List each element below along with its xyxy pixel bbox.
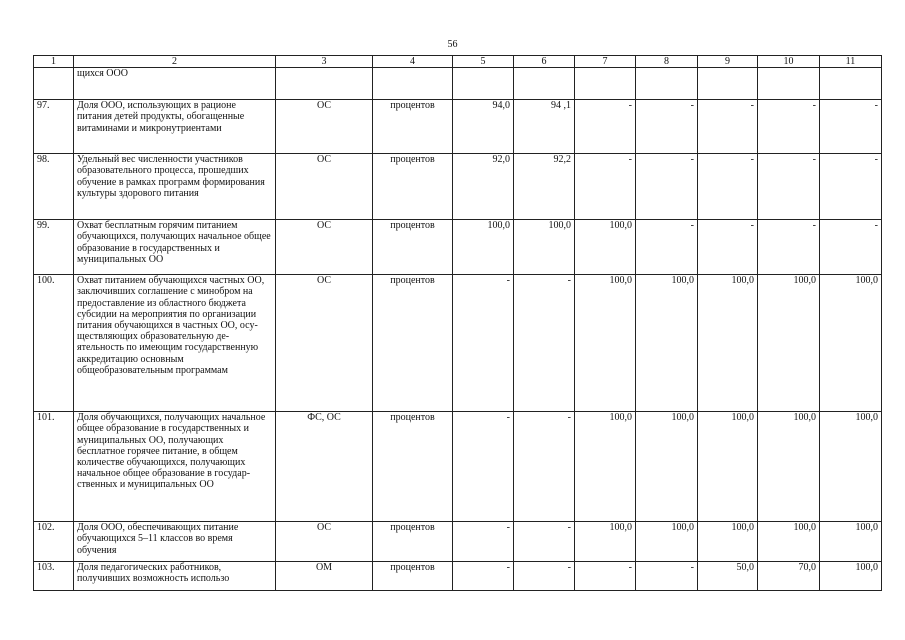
value-cell [453,68,514,100]
indicator-name: Доля ООО, обеспечивающих питание обучающихся 5–11 классов во время обучения [74,522,276,562]
value-cell: - [636,100,698,154]
column-header: 10 [758,56,820,68]
value-cell: 100,0 [575,275,636,412]
value-cell: - [453,412,514,522]
value-cell: - [575,562,636,591]
value-cell: - [514,522,575,562]
indicator-name: Охват бесплатным горячим питанием обучающихся, получающих начальное общее образование в государственных и муниципальных ОО [74,220,276,275]
value-cell: 100,0 [514,220,575,275]
value-cell [575,68,636,100]
unit: процентов [373,154,453,220]
value-cell [820,68,882,100]
table-row [34,154,882,220]
column-header: 3 [276,56,373,68]
value-cell: 100,0 [820,275,882,412]
unit: процентов [373,412,453,522]
value-cell: 100,0 [758,275,820,412]
data-source: ОС [276,522,373,562]
value-cell [636,68,698,100]
value-cell: - [453,562,514,591]
value-cell [758,68,820,100]
value-cell: - [758,154,820,220]
unit: процентов [373,100,453,154]
unit: процентов [373,220,453,275]
data-source: ОС [276,275,373,412]
value-cell: - [514,562,575,591]
value-cell: 100,0 [698,522,758,562]
column-header: 4 [373,56,453,68]
row-number: 101. [34,412,74,522]
column-header: 11 [820,56,882,68]
table-row [34,522,882,562]
column-header: 1 [34,56,74,68]
row-number: 102. [34,522,74,562]
value-cell: 100,0 [758,522,820,562]
column-number-header-row [34,56,882,68]
value-cell [698,68,758,100]
value-cell: 94 ,1 [514,100,575,154]
indicator-name: Удельный вес численности участников образовательного процесса, прошедших обучение в рамках программ формирования культуры здорового питания [74,154,276,220]
page-number: 56 [447,39,458,50]
value-cell: - [698,154,758,220]
column-header: 2 [74,56,276,68]
indicator-name: Доля ООО, использующих в рационе питания детей продукты, обогащенные витаминами и микронутриентами [74,100,276,154]
value-cell: 100,0 [820,522,882,562]
value-cell [514,68,575,100]
indicator-name: Охват питанием обучающихся частных ОО, заключивших соглашение с минобром на предоставление из областного бюджета субсидии на мероприятия по организации питания обучающихся в частных ОО, осуществляющих образовательную деятельность по имеющим государственную аккредитацию основным общеобразовательным программам [74,275,276,412]
indicator-name: Доля обучающихся, получающих начальное общее образование в государственных и муниципальных ОО, получающих бесплатное горячее питание, в общем количестве обучающихся, получающих начальное общее образование в государственных и муниципальных ОО [74,412,276,522]
value-cell: - [636,220,698,275]
row-number: 98. [34,154,74,220]
value-cell: - [636,562,698,591]
indicators-table [33,55,882,591]
column-header: 7 [575,56,636,68]
value-cell: 100,0 [636,275,698,412]
table-row [34,412,882,522]
data-source: ОС [276,220,373,275]
value-cell: 100,0 [575,220,636,275]
value-cell: - [514,412,575,522]
value-cell: - [758,220,820,275]
row-number: 103. [34,562,74,591]
unit: процентов [373,275,453,412]
value-cell: 100,0 [820,562,882,591]
indicator-name: Доля педагогических работников, получивших возможность использо [74,562,276,591]
column-header: 6 [514,56,575,68]
value-cell: - [698,220,758,275]
value-cell: - [820,100,882,154]
value-cell: - [698,100,758,154]
column-header: 5 [453,56,514,68]
value-cell: - [453,522,514,562]
value-cell: - [575,154,636,220]
value-cell: 100,0 [758,412,820,522]
value-cell: 100,0 [698,412,758,522]
value-cell: 100,0 [820,412,882,522]
value-cell: - [820,220,882,275]
unit: процентов [373,522,453,562]
value-cell: - [514,275,575,412]
row-number [34,68,74,100]
value-cell: - [453,275,514,412]
value-cell: 100,0 [636,412,698,522]
table-row [34,68,882,100]
data-source: ОМ [276,562,373,591]
data-source [276,68,373,100]
table-row [34,220,882,275]
value-cell: 100,0 [453,220,514,275]
value-cell: 92,2 [514,154,575,220]
table-row [34,562,882,591]
unit: процентов [373,562,453,591]
data-source: ФС, ОС [276,412,373,522]
value-cell: - [758,100,820,154]
column-header: 9 [698,56,758,68]
value-cell: 100,0 [636,522,698,562]
table-row [34,275,882,412]
row-number: 97. [34,100,74,154]
value-cell: - [575,100,636,154]
value-cell: 50,0 [698,562,758,591]
row-number: 99. [34,220,74,275]
value-cell: 100,0 [575,412,636,522]
column-header: 8 [636,56,698,68]
data-source: ОС [276,100,373,154]
table-row [34,100,882,154]
value-cell: 100,0 [575,522,636,562]
value-cell: 100,0 [698,275,758,412]
value-cell: 70,0 [758,562,820,591]
indicator-name: щихся ООО [74,68,276,100]
value-cell: - [636,154,698,220]
unit [373,68,453,100]
value-cell: - [820,154,882,220]
data-source: ОС [276,154,373,220]
value-cell: 92,0 [453,154,514,220]
value-cell: 94,0 [453,100,514,154]
row-number: 100. [34,275,74,412]
